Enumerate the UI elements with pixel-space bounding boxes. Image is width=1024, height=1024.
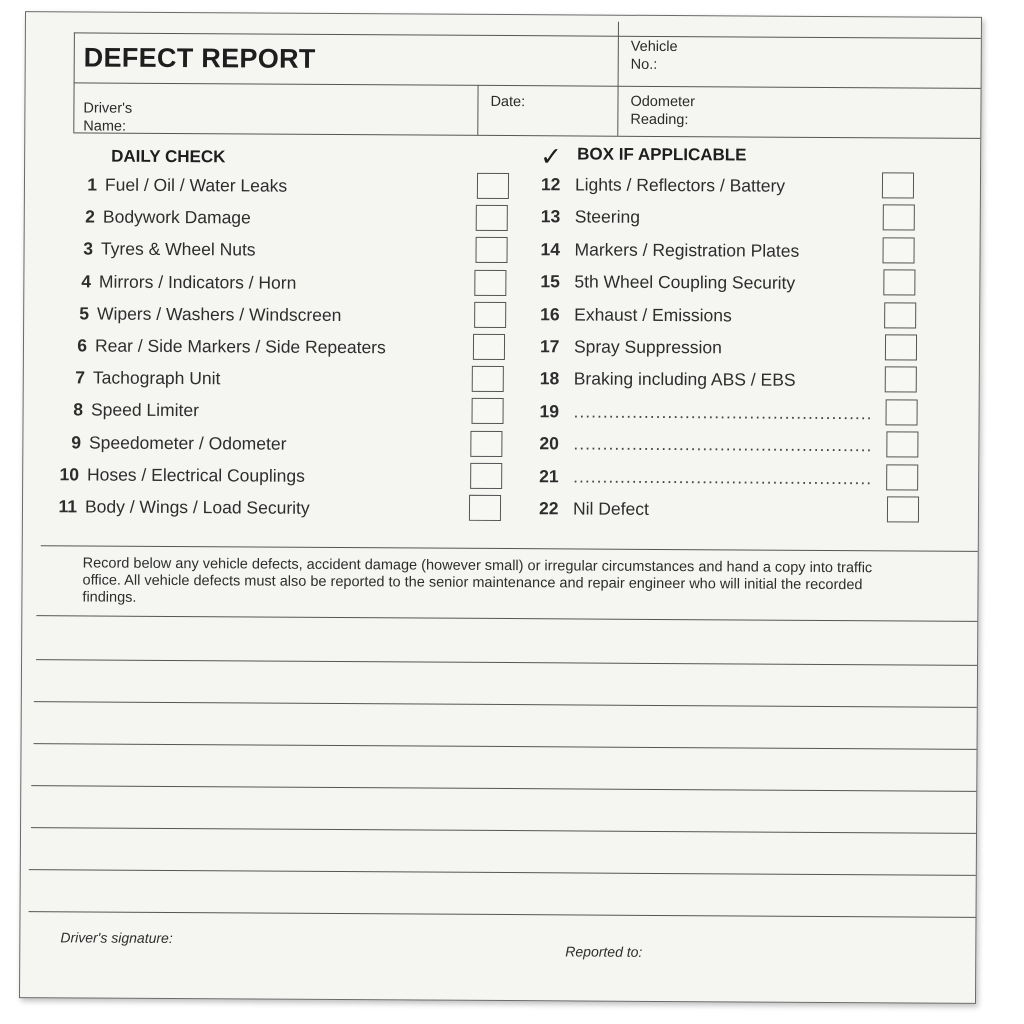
item-number: 17: [539, 336, 560, 357]
item-number: 3: [83, 238, 94, 259]
page-title: DEFECT REPORT: [83, 42, 316, 74]
header-mid-rule: [74, 82, 981, 89]
item-number: 20: [539, 433, 559, 454]
item-number: 11: [58, 496, 78, 517]
item-label: ...................................................: [573, 433, 873, 456]
writing-line[interactable]: [34, 743, 977, 750]
header-date-divider: [477, 85, 478, 135]
checklist-bottom-rule: [41, 545, 978, 552]
item-number: 14: [540, 239, 561, 260]
checklist-item: [539, 466, 872, 489]
checkbox[interactable]: [474, 269, 506, 295]
item-number: 16: [540, 303, 560, 324]
checklist-item: [540, 271, 795, 294]
header-vehicle-divider: [617, 22, 619, 136]
item-label: Spray Suppression: [573, 336, 722, 358]
drivers-signature-field[interactable]: Driver's signature:: [60, 929, 173, 947]
item-label: Mirrors / Indicators / Horn: [98, 271, 297, 293]
box-if-applicable-heading: BOX IF APPLICABLE: [577, 144, 747, 165]
checkbox[interactable]: [886, 432, 918, 458]
checklist-item: [541, 207, 640, 229]
checklist-item: [541, 174, 785, 196]
checklist-item: [541, 239, 800, 262]
item-number: 2: [85, 206, 96, 227]
item-number: 18: [539, 368, 560, 389]
item-number: 10: [59, 464, 80, 485]
checkbox[interactable]: [884, 302, 916, 328]
defect-report-sheet: [19, 11, 982, 1004]
item-number: 6: [77, 335, 88, 356]
item-number: 4: [81, 271, 92, 292]
checklist-item: [63, 400, 199, 422]
checklist-item: [61, 432, 287, 454]
checkbox[interactable]: [475, 237, 507, 263]
checkbox[interactable]: [470, 430, 502, 456]
date-field[interactable]: Date:: [490, 93, 526, 111]
writing-line[interactable]: [34, 701, 977, 708]
checkbox[interactable]: [882, 172, 914, 198]
tick-icon: ✓: [540, 141, 563, 172]
checklist-item: [540, 336, 722, 358]
item-label: Exhaust / Emissions: [574, 304, 732, 326]
checklist-item: [57, 496, 310, 519]
checklist-item: [59, 464, 305, 487]
item-number: 19: [539, 401, 560, 422]
item-number: 1: [87, 174, 98, 195]
item-label: Speed Limiter: [90, 399, 200, 421]
writing-line[interactable]: [36, 659, 977, 666]
item-label: Markers / Registration Plates: [574, 239, 800, 261]
writing-line[interactable]: [36, 615, 977, 622]
checklist-item: [539, 433, 872, 456]
item-label: Hoses / Electrical Couplings: [86, 464, 305, 486]
item-number: 15: [540, 271, 560, 292]
item-label: Tachograph Unit: [92, 367, 221, 389]
header-top-rule: [74, 32, 981, 39]
checkbox[interactable]: [474, 302, 506, 328]
odometer-reading-field[interactable]: Odometer Reading:: [630, 93, 696, 129]
checkbox[interactable]: [476, 205, 508, 231]
item-number: 9: [71, 431, 82, 453]
checkbox[interactable]: [469, 495, 501, 521]
checkbox[interactable]: [885, 399, 917, 425]
drivers-name-field[interactable]: Driver's Name:: [83, 100, 133, 135]
item-label: Nil Defect: [572, 498, 649, 519]
item-label: Wipers / Washers / Windscreen: [96, 303, 342, 325]
checklist-item: [75, 207, 251, 229]
item-label: Lights / Reflectors / Battery: [574, 174, 786, 196]
checkbox[interactable]: [886, 464, 918, 490]
item-label: Steering: [574, 206, 641, 228]
checkbox[interactable]: [882, 205, 914, 231]
item-number: 22: [538, 498, 559, 519]
reported-to-field[interactable]: Reported to:: [565, 943, 643, 960]
writing-line[interactable]: [29, 911, 976, 918]
item-label: Rear / Side Markers / Side Repeaters: [94, 335, 386, 358]
item-label: ...................................................: [573, 466, 873, 488]
checklist-item: [540, 401, 873, 424]
item-label: ...................................................: [573, 401, 873, 424]
vehicle-no-field[interactable]: Vehicle No.:: [630, 38, 678, 73]
item-number: 13: [540, 206, 561, 227]
checkbox[interactable]: [887, 496, 919, 522]
daily-check-heading: DAILY CHECK: [111, 146, 226, 167]
checkbox[interactable]: [473, 334, 505, 360]
item-label: Fuel / Oil / Water Leaks: [104, 174, 288, 196]
item-number: 12: [540, 174, 561, 195]
header-bottom-rule: [73, 132, 980, 139]
checkbox[interactable]: [885, 367, 917, 393]
checklist-item: [73, 239, 256, 261]
checklist-item: [67, 335, 386, 358]
checklist-item: [540, 304, 732, 326]
item-number: 21: [539, 465, 559, 486]
item-label: Braking including ABS / EBS: [573, 368, 796, 391]
writing-line[interactable]: [29, 869, 976, 876]
checklist-item: [77, 174, 287, 196]
checklist-item: [65, 368, 221, 390]
writing-line[interactable]: [31, 827, 976, 834]
checklist-item: [539, 498, 649, 520]
checkbox[interactable]: [883, 237, 915, 263]
checklist-item: [540, 369, 796, 392]
checkbox[interactable]: [471, 398, 503, 424]
item-label: Bodywork Damage: [102, 206, 251, 228]
checkbox[interactable]: [470, 463, 502, 489]
writing-line[interactable]: [31, 785, 976, 792]
checkbox[interactable]: [884, 334, 916, 360]
item-label: 5th Wheel Coupling Security: [574, 271, 796, 293]
item-number: 5: [79, 303, 90, 324]
instructions-text: Record below any vehicle defects, accident damage (however small) or irregular circumstances and hand a copy into traffic office. All vehicle defects must also be reported to the senior maintenance and repair engineer who will initial the recorded findings.: [82, 555, 873, 606]
checkbox[interactable]: [477, 173, 509, 199]
item-label: Tyres & Wheel Nuts: [100, 238, 256, 260]
checklist-item: [71, 271, 297, 293]
item-label: Speedometer / Odometer: [88, 432, 287, 454]
checklist-item: [69, 303, 342, 326]
checkbox[interactable]: [472, 366, 504, 392]
item-number: 7: [75, 367, 86, 388]
item-label: Body / Wings / Load Security: [84, 496, 310, 518]
checkbox[interactable]: [883, 270, 915, 296]
item-number: 8: [73, 399, 84, 420]
